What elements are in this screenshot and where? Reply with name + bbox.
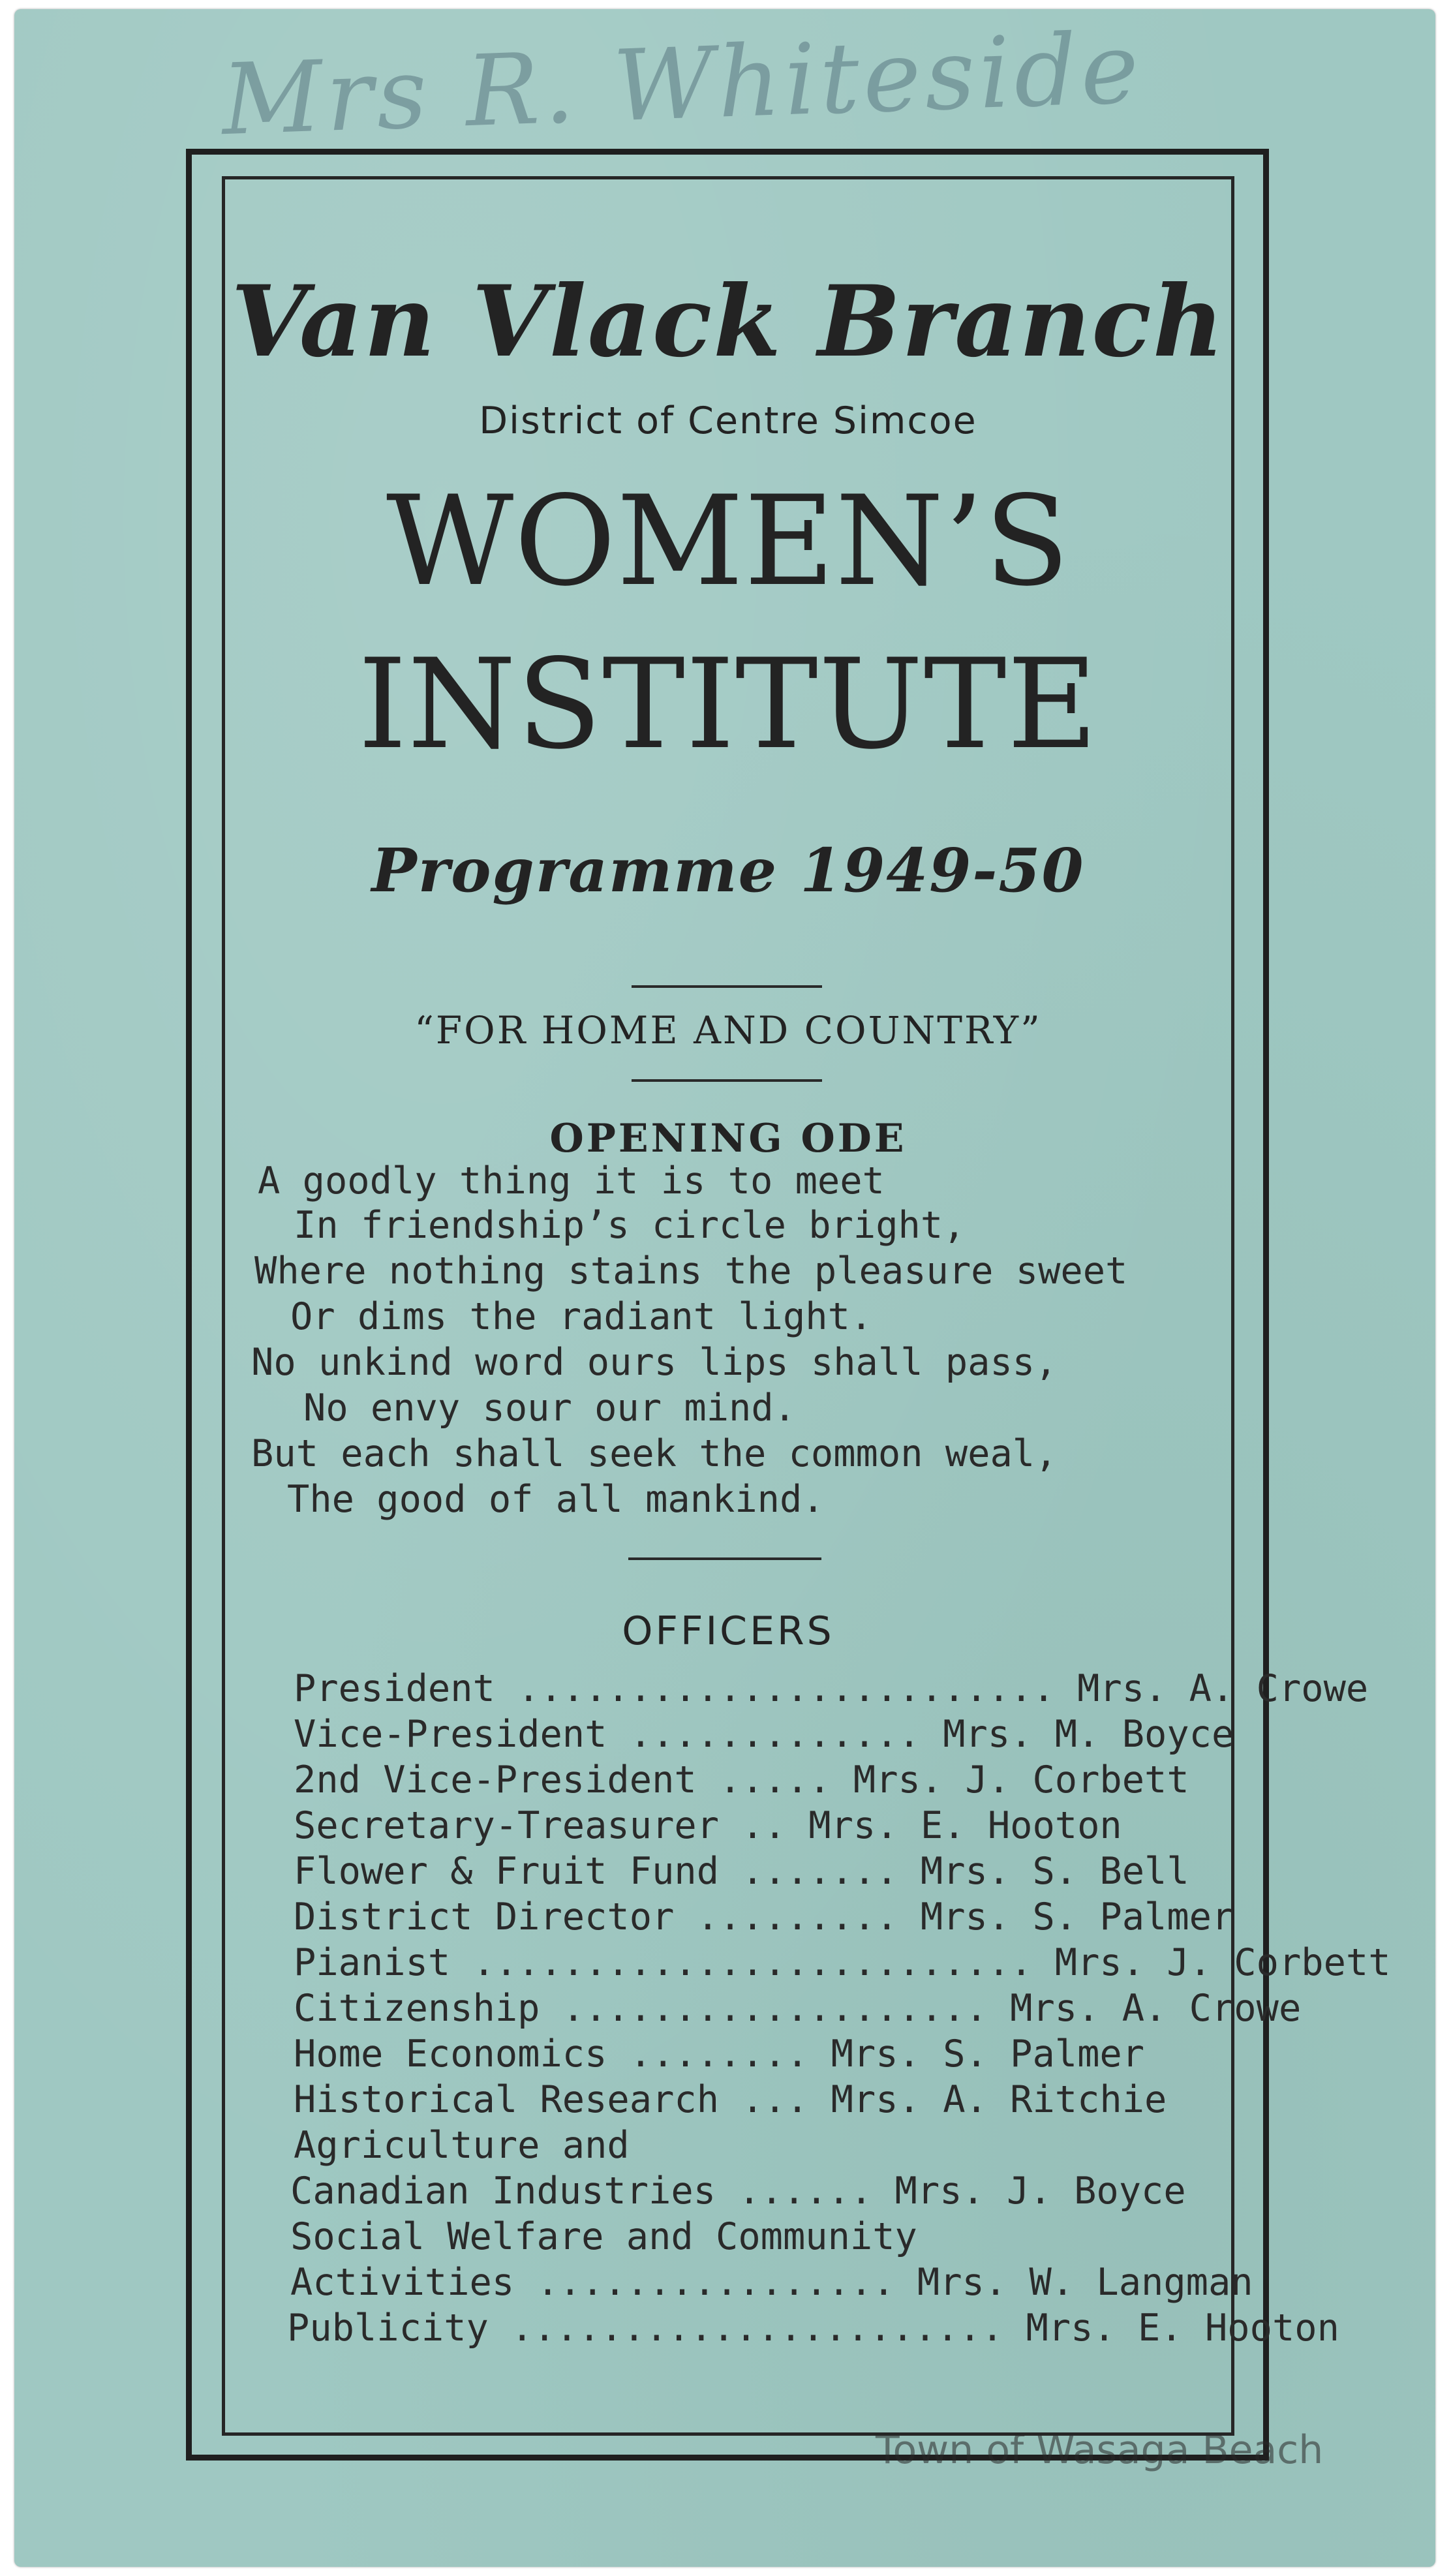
officer-row: President ........................ Mrs. A. Crowe [294,1667,1369,1710]
divider-bottom [628,1557,821,1560]
ode-line: In friendship’s circle bright, [294,1204,966,1247]
officer-row: Agriculture and [294,2124,630,2167]
ode-line: But each shall seek the common weal, [251,1432,1058,1475]
handwritten-signature: Mrs R. Whiteside [219,12,1144,158]
ode-line: Or dims the radiant light. [290,1295,873,1338]
branch-title: Van Vlack Branch [231,264,1225,379]
motto: “FOR HOME AND COUNTRY” [414,1008,1042,1052]
officer-row: Canadian Industries ...... Mrs. J. Boyce [290,2170,1186,2213]
opening-ode-title: OPENING ODE [549,1116,907,1161]
ode-line: The good of all mankind. [287,1478,825,1521]
district-subtitle: District of Centre Simcoe [479,399,977,442]
officer-row: Publicity ...................... Mrs. E. Hooton [287,2307,1339,2350]
officer-row: District Director ......... Mrs. S. Palmer [294,1895,1234,1939]
ode-line: No unkind word ours lips shall pass, [251,1341,1058,1384]
divider-top [632,985,822,988]
officer-row: Activities ................ Mrs. W. Langman [290,2261,1253,2304]
officer-row: Secretary-Treasurer .. Mrs. E. Hooton [294,1804,1122,1847]
officer-row: Pianist ......................... Mrs. J. Corbett [294,1941,1391,1984]
ode-line: A goodly thing it is to meet [258,1159,885,1203]
institute-title-line-1: WOMEN’S [386,469,1071,613]
officer-row: Flower & Fruit Fund ....... Mrs. S. Bell [294,1850,1189,1893]
watermark: Town of Wasaga Beach [876,2427,1324,2473]
officer-row: Citizenship ................... Mrs. A. Crowe [294,1987,1302,2030]
programme-year: Programme 1949-50 [371,835,1085,906]
officer-row: Social Welfare and Community [290,2215,917,2258]
officer-row: Historical Research ... Mrs. A. Ritchie [294,2078,1167,2121]
institute-title-line-2: INSTITUTE [358,632,1099,776]
divider-middle [632,1079,822,1082]
officers-title: OFFICERS [622,1608,834,1654]
ode-line: No envy sour our mind. [303,1387,796,1430]
officer-row: Vice-President ............. Mrs. M. Boyce [294,1713,1234,1756]
ode-line: Where nothing stains the pleasure sweet [254,1250,1128,1293]
officer-row: Home Economics ........ Mrs. S. Palmer [294,2032,1145,2076]
officer-row: 2nd Vice-President ..... Mrs. J. Corbett [294,1758,1189,1802]
